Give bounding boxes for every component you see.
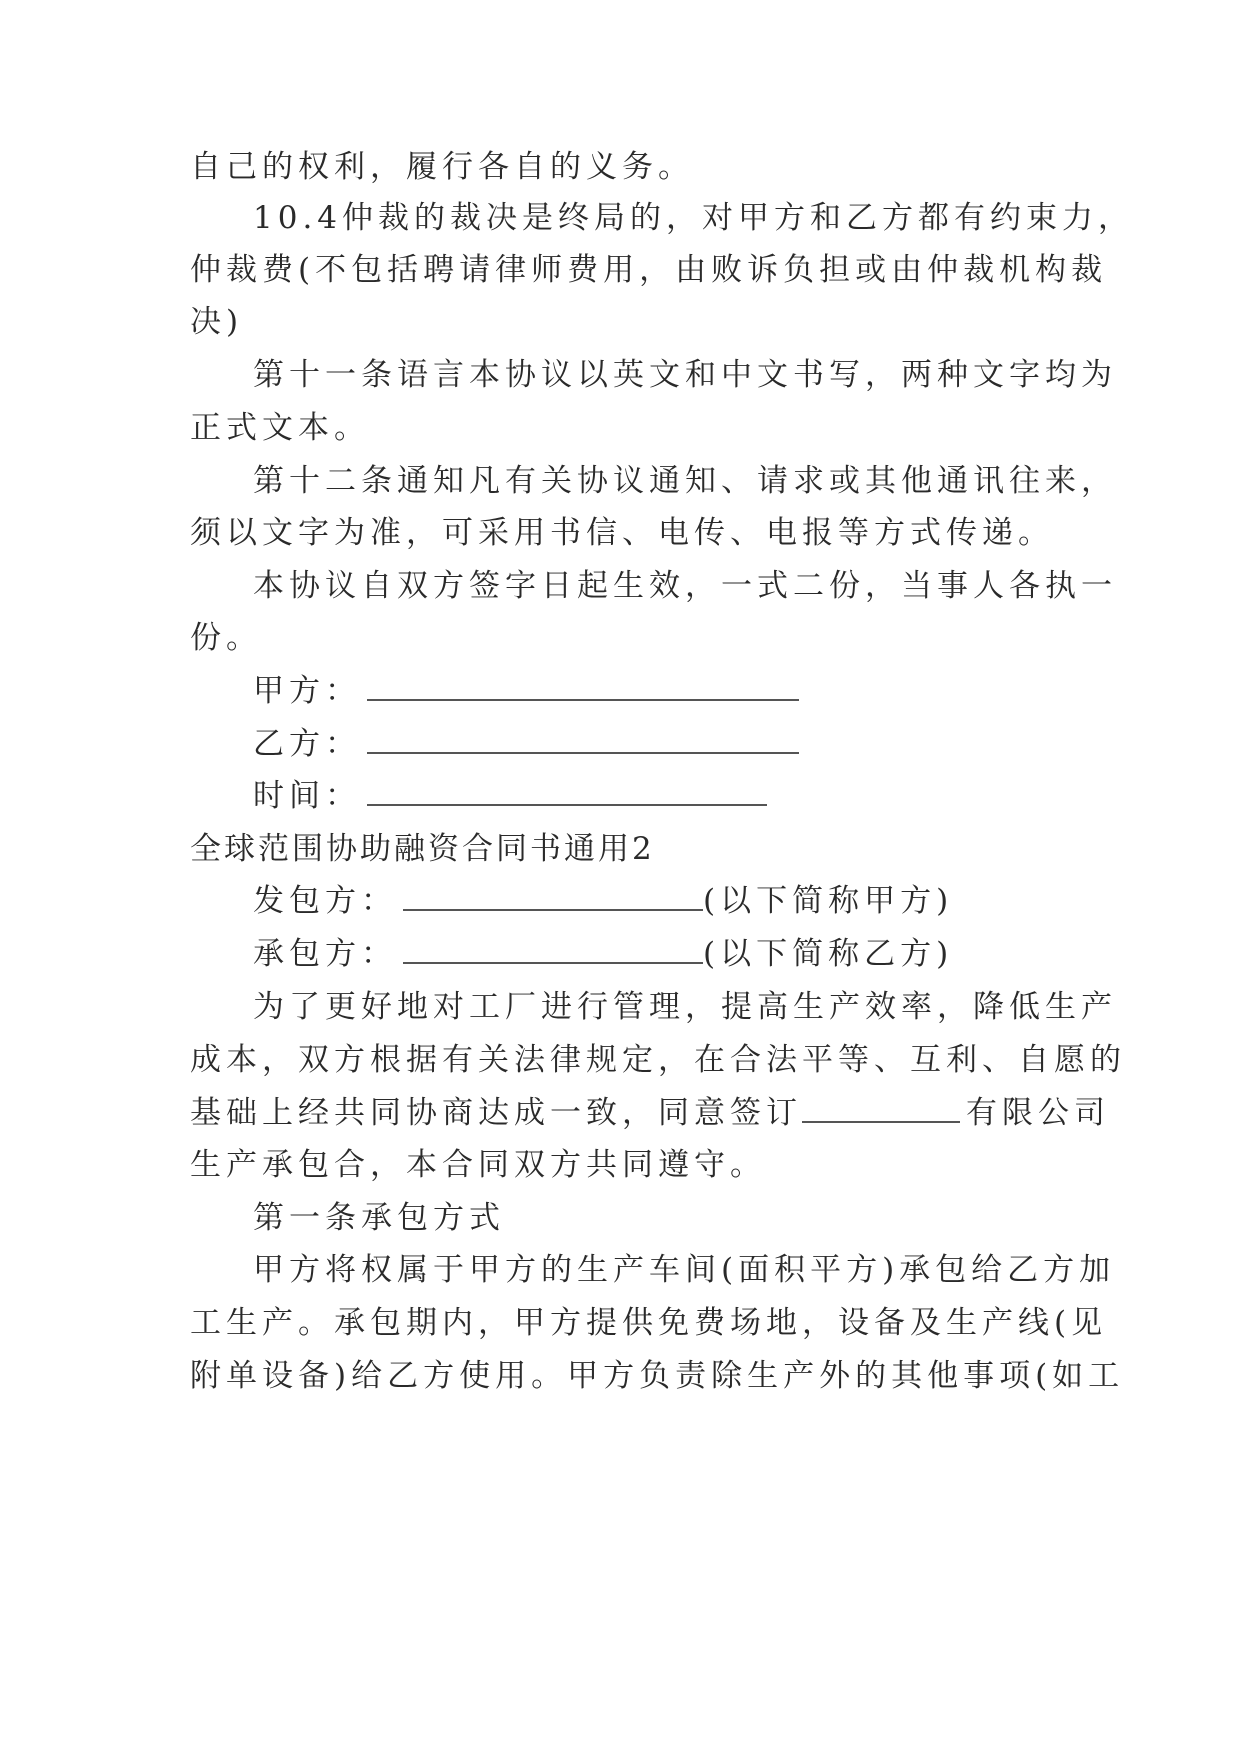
party-b-signature-line (253, 724, 799, 764)
text-line: 成本，双方根据有关法律规定，在合法平等、互利、自愿的 (190, 1042, 1126, 1078)
contractor-blank[interactable] (403, 936, 703, 964)
date-blank[interactable] (367, 778, 767, 806)
text-line: 决) (190, 304, 244, 340)
company-line (190, 1093, 1110, 1133)
party-b-blank[interactable] (367, 726, 799, 754)
text-line: 正式文本。 (190, 410, 370, 446)
employer-blank[interactable] (403, 883, 703, 911)
text-line: 第十一条语言本协议以英文和中文书写，两种文字均为 (253, 357, 1117, 393)
text-line: 10.4仲裁的裁决是终局的，对甲方和乙方都有约束力， (253, 200, 1135, 236)
text-line: 本协议自双方签字日起生效，一式二份，当事人各执一 (253, 568, 1117, 604)
date-label: 时间： (253, 778, 361, 814)
party-b-label: 乙方： (253, 726, 361, 762)
text-line: 附单设备)给乙方使用。甲方负责除生产外的其他事项(如工 (190, 1358, 1125, 1394)
party-a-blank[interactable] (367, 673, 799, 701)
text-line: 仲裁费(不包括聘请律师费用，由败诉负担或由仲裁机构裁 (190, 252, 1108, 288)
party-a-signature-line (253, 671, 799, 711)
contractor-suffix: (以下简称乙方) (703, 936, 954, 972)
text-line: 为了更好地对工厂进行管理，提高生产效率，降低生产 (253, 989, 1117, 1025)
company-name-blank[interactable] (802, 1095, 960, 1123)
date-signature-line (253, 776, 767, 816)
text-line: 第十二条通知凡有关协议通知、请求或其他通讯往来， (253, 463, 1117, 499)
employer-suffix: (以下简称甲方) (703, 883, 954, 919)
text-line: 生产承包合，本合同双方共同遵守。 (190, 1147, 766, 1183)
section-title: 全球范围协助融资合同书通用2 (190, 831, 655, 867)
text-line: 自己的权利，履行各自的义务。 (190, 149, 694, 185)
company-suffix: 有限公司 (966, 1095, 1110, 1131)
contractor-label: 承包方： (253, 936, 397, 972)
party-a-label: 甲方： (253, 673, 361, 709)
text-line: 甲方将权属于甲方的生产车间(面积平方)承包给乙方加 (253, 1252, 1116, 1288)
employer-line (253, 881, 953, 921)
employer-label: 发包方： (253, 883, 397, 919)
text-line: 份。 (190, 620, 262, 656)
intro-text: 基础上经共同协商达成一致，同意签订 (190, 1095, 802, 1131)
contractor-line (253, 934, 953, 974)
text-line: 须以文字为准，可采用书信、电传、电报等方式传递。 (190, 515, 1054, 551)
article-title: 第一条承包方式 (253, 1200, 505, 1236)
text-line: 工生产。承包期内，甲方提供免费场地，设备及生产线(见 (190, 1305, 1108, 1341)
